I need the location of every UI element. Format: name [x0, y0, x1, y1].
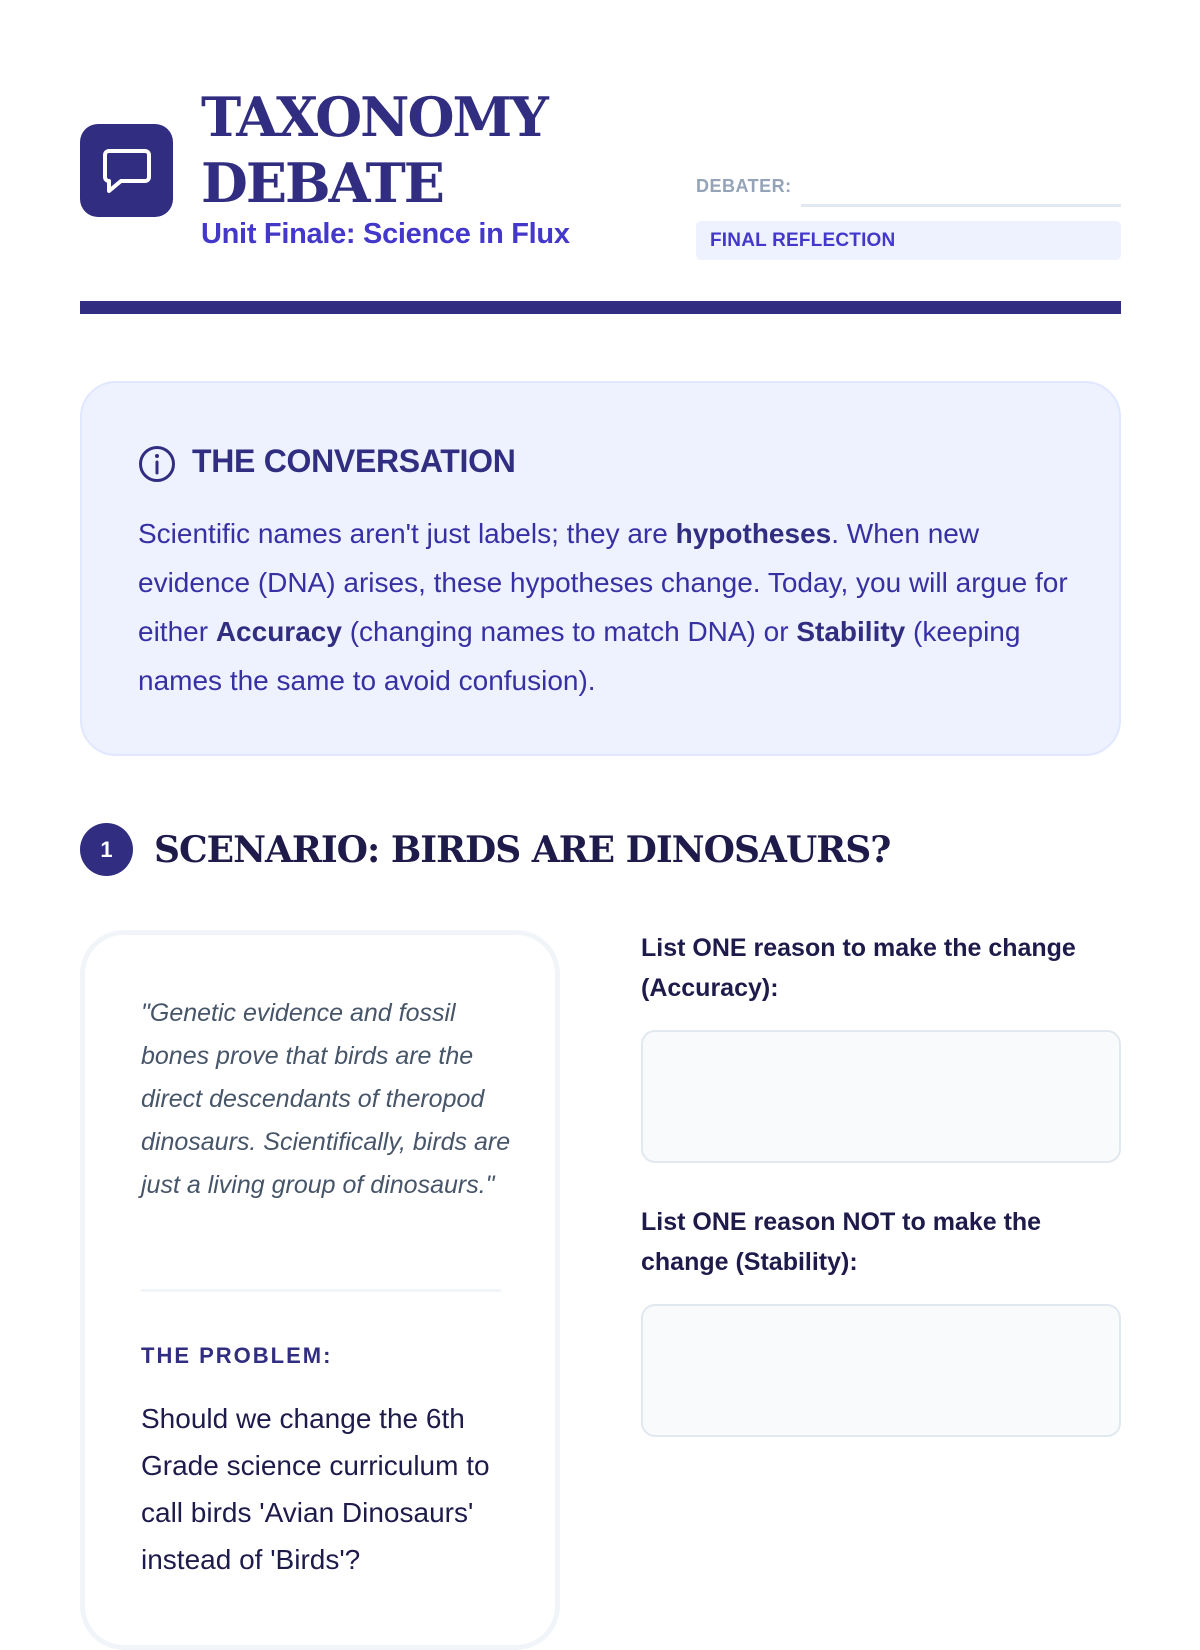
keyword-accuracy: Accuracy	[215, 616, 342, 647]
scenario-quote: "Genetic evidence and fossil bones prove that birds are the direct descendants of theropod dinosaurs. Scientifically, birds are just a living group of dinosaurs."	[141, 999, 511, 1199]
scenario-number-badge: 1	[80, 823, 133, 876]
title-line-1: TAXONOMY	[201, 85, 547, 149]
keyword-stability: Stability	[796, 616, 906, 647]
worksheet-page	[80, 0, 1120, 1600]
conversation-text-part: (keeping names the same to avoid confusion).	[138, 616, 1021, 696]
question-stability-label: List ONE reason NOT to make the change (Stability):	[641, 1208, 1042, 1276]
conversation-heading: THE CONVERSATION	[192, 443, 516, 479]
debater-name-field[interactable]	[801, 204, 1121, 207]
card-divider	[141, 1289, 501, 1292]
conversation-text	[138, 509, 1068, 705]
question-accuracy-label: List ONE reason to make the change (Accuracy):	[641, 934, 1076, 1002]
debater-label: DEBATER:	[696, 176, 792, 196]
conversation-text-part: Scientific names aren't just labels; they are	[138, 518, 676, 549]
keyword-hypotheses: hypotheses	[675, 518, 832, 549]
problem-text: Should we change the 6th Grade science curriculum to call birds 'Avian Dinosaurs' instead of 'Birds'?	[141, 1403, 490, 1575]
page-title	[201, 84, 661, 216]
problem-label: THE PROBLEM:	[141, 1343, 333, 1368]
title-line-2: DEBATE	[201, 151, 443, 215]
header-divider	[80, 301, 1121, 314]
info-circle-icon	[138, 445, 176, 488]
stability-answer-field[interactable]	[641, 1304, 1121, 1437]
conversation-panel	[80, 381, 1121, 756]
final-reflection-tag: FINAL REFLECTION	[696, 221, 1121, 260]
scenario-card	[80, 930, 560, 1650]
conversation-text-part: . When new evidence (DNA) arises, these hypotheses change. Today, you will argue for either	[138, 518, 1068, 647]
chat-bubble-icon	[80, 124, 173, 217]
accuracy-answer-field[interactable]	[641, 1030, 1121, 1163]
conversation-text-part: (changing names to match DNA) or	[341, 616, 797, 647]
scenario-title: SCENARIO: BIRDS ARE DINOSAURS?	[154, 829, 891, 871]
page-subtitle: Unit Finale: Science in Flux	[201, 218, 570, 250]
